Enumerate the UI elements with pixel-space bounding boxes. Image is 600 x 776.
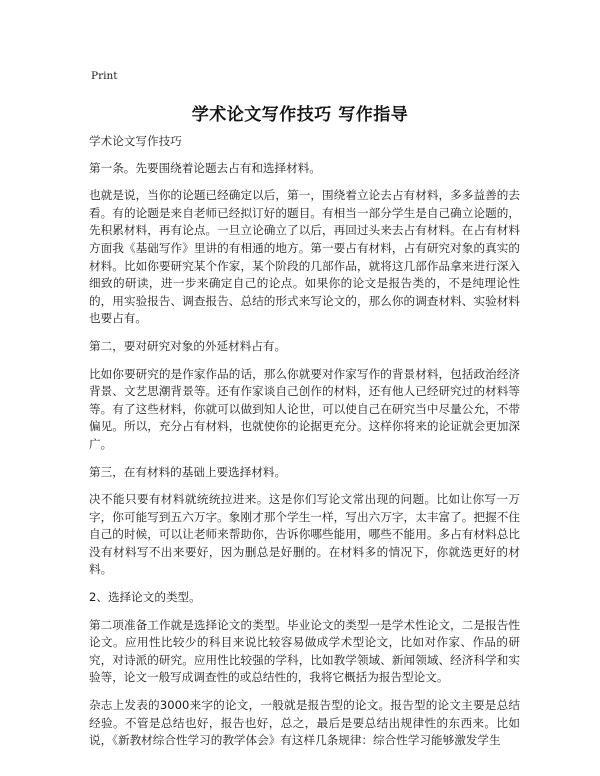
paragraph-9: 杂志上发表的3000来字的论文，一般就是报告型的论文。报告型的论文主要是总结经验。不管是总结也好，报告也好，总之，最后是要总结出规律性的东西来。比如说，《新教材综合性学习的教学体会》有这样几条规律：综合性学习能够激发学生 <box>89 698 520 748</box>
paragraph-6: 决不能只要有材料就统统拉进来。这是你们写论文常出现的问题。比如让你写一万字，你可能写到五六万字。象刚才那个学生一样，写出六万字，太丰富了。把握不住自己的时候，可以让老师来帮助你，告诉你哪些能用，哪些不能用。多占有材料总比没有材料写不出来要好，因为删总是好删的。在材料多的情况下，你就选更好的材料。 <box>89 492 520 577</box>
paragraph-4: 比如你要研究的是作家作品的话，那么你就要对作家写作的背景材料，包括政治经济背景、文艺思潮背景等。还有作家谈自己创作的材料，还有他人已经研究过的材料等等。有了这些材料，你就可以做到知人论世，可以使自己在研究当中尽量公允，不带偏见。所以，充分占有材料，也就使你的论据更充分。这样你将来的论证就会更加深广。 <box>89 366 520 451</box>
paragraph-3: 第二，要对研究对象的外延材料占有。 <box>89 338 287 353</box>
document-title: 学术论文写作技巧 写作指导 <box>191 105 409 125</box>
paragraph-subtitle: 学术论文写作技巧 <box>89 134 182 148</box>
paragraph-7: 2、选择论文的类型。 <box>89 590 201 605</box>
paragraph-8: 第二项准备工作就是选择论文的类型。毕业论文的类型一是学术性论文，二是报告性论文。应用性比较少的科目来说比较容易做成学术型论文，比如对作家、作品的研究，对诗派的研究。应用性比较强的学科，比如教学领域、新闻领域、经济科学和实验等，论文一般写成调查性的或总结性的，我将它概括为报告型论文。 <box>89 617 520 685</box>
paragraph-5: 第三，在有材料的基础上要选择材料。 <box>89 464 287 479</box>
document-body <box>89 133 520 760</box>
paragraph-1: 第一条。先要围绕着论题去占有和选择材料。 <box>89 160 321 175</box>
print-label: Print <box>91 70 118 82</box>
paragraph-2: 也就是说，当你的论题已经确定以后，第一，围绕着立论去占有材料，多多益善的去看。有的论题是来自老师已经拟订好的题目。有相当一部分学生是自己确立论题的，先积累材料，再有论点。一旦立论确立了以后，再回过头来去占有材料。在占有材料方面我《基础写作》里讲的有相通的地方。第一要占有材料，占有研究对象的真实的材料。比如你要研究某个作家，某个阶段的几部作品，就将这几部作品拿来进行深入细致的研读，进一步来确定自己的论点。如果你的论文是报告类的，不是纯理论性的，用实验报告、调查报告、总结的形式来写论文的，那么你的调查材料、实验材料也要占有。 <box>89 188 520 326</box>
